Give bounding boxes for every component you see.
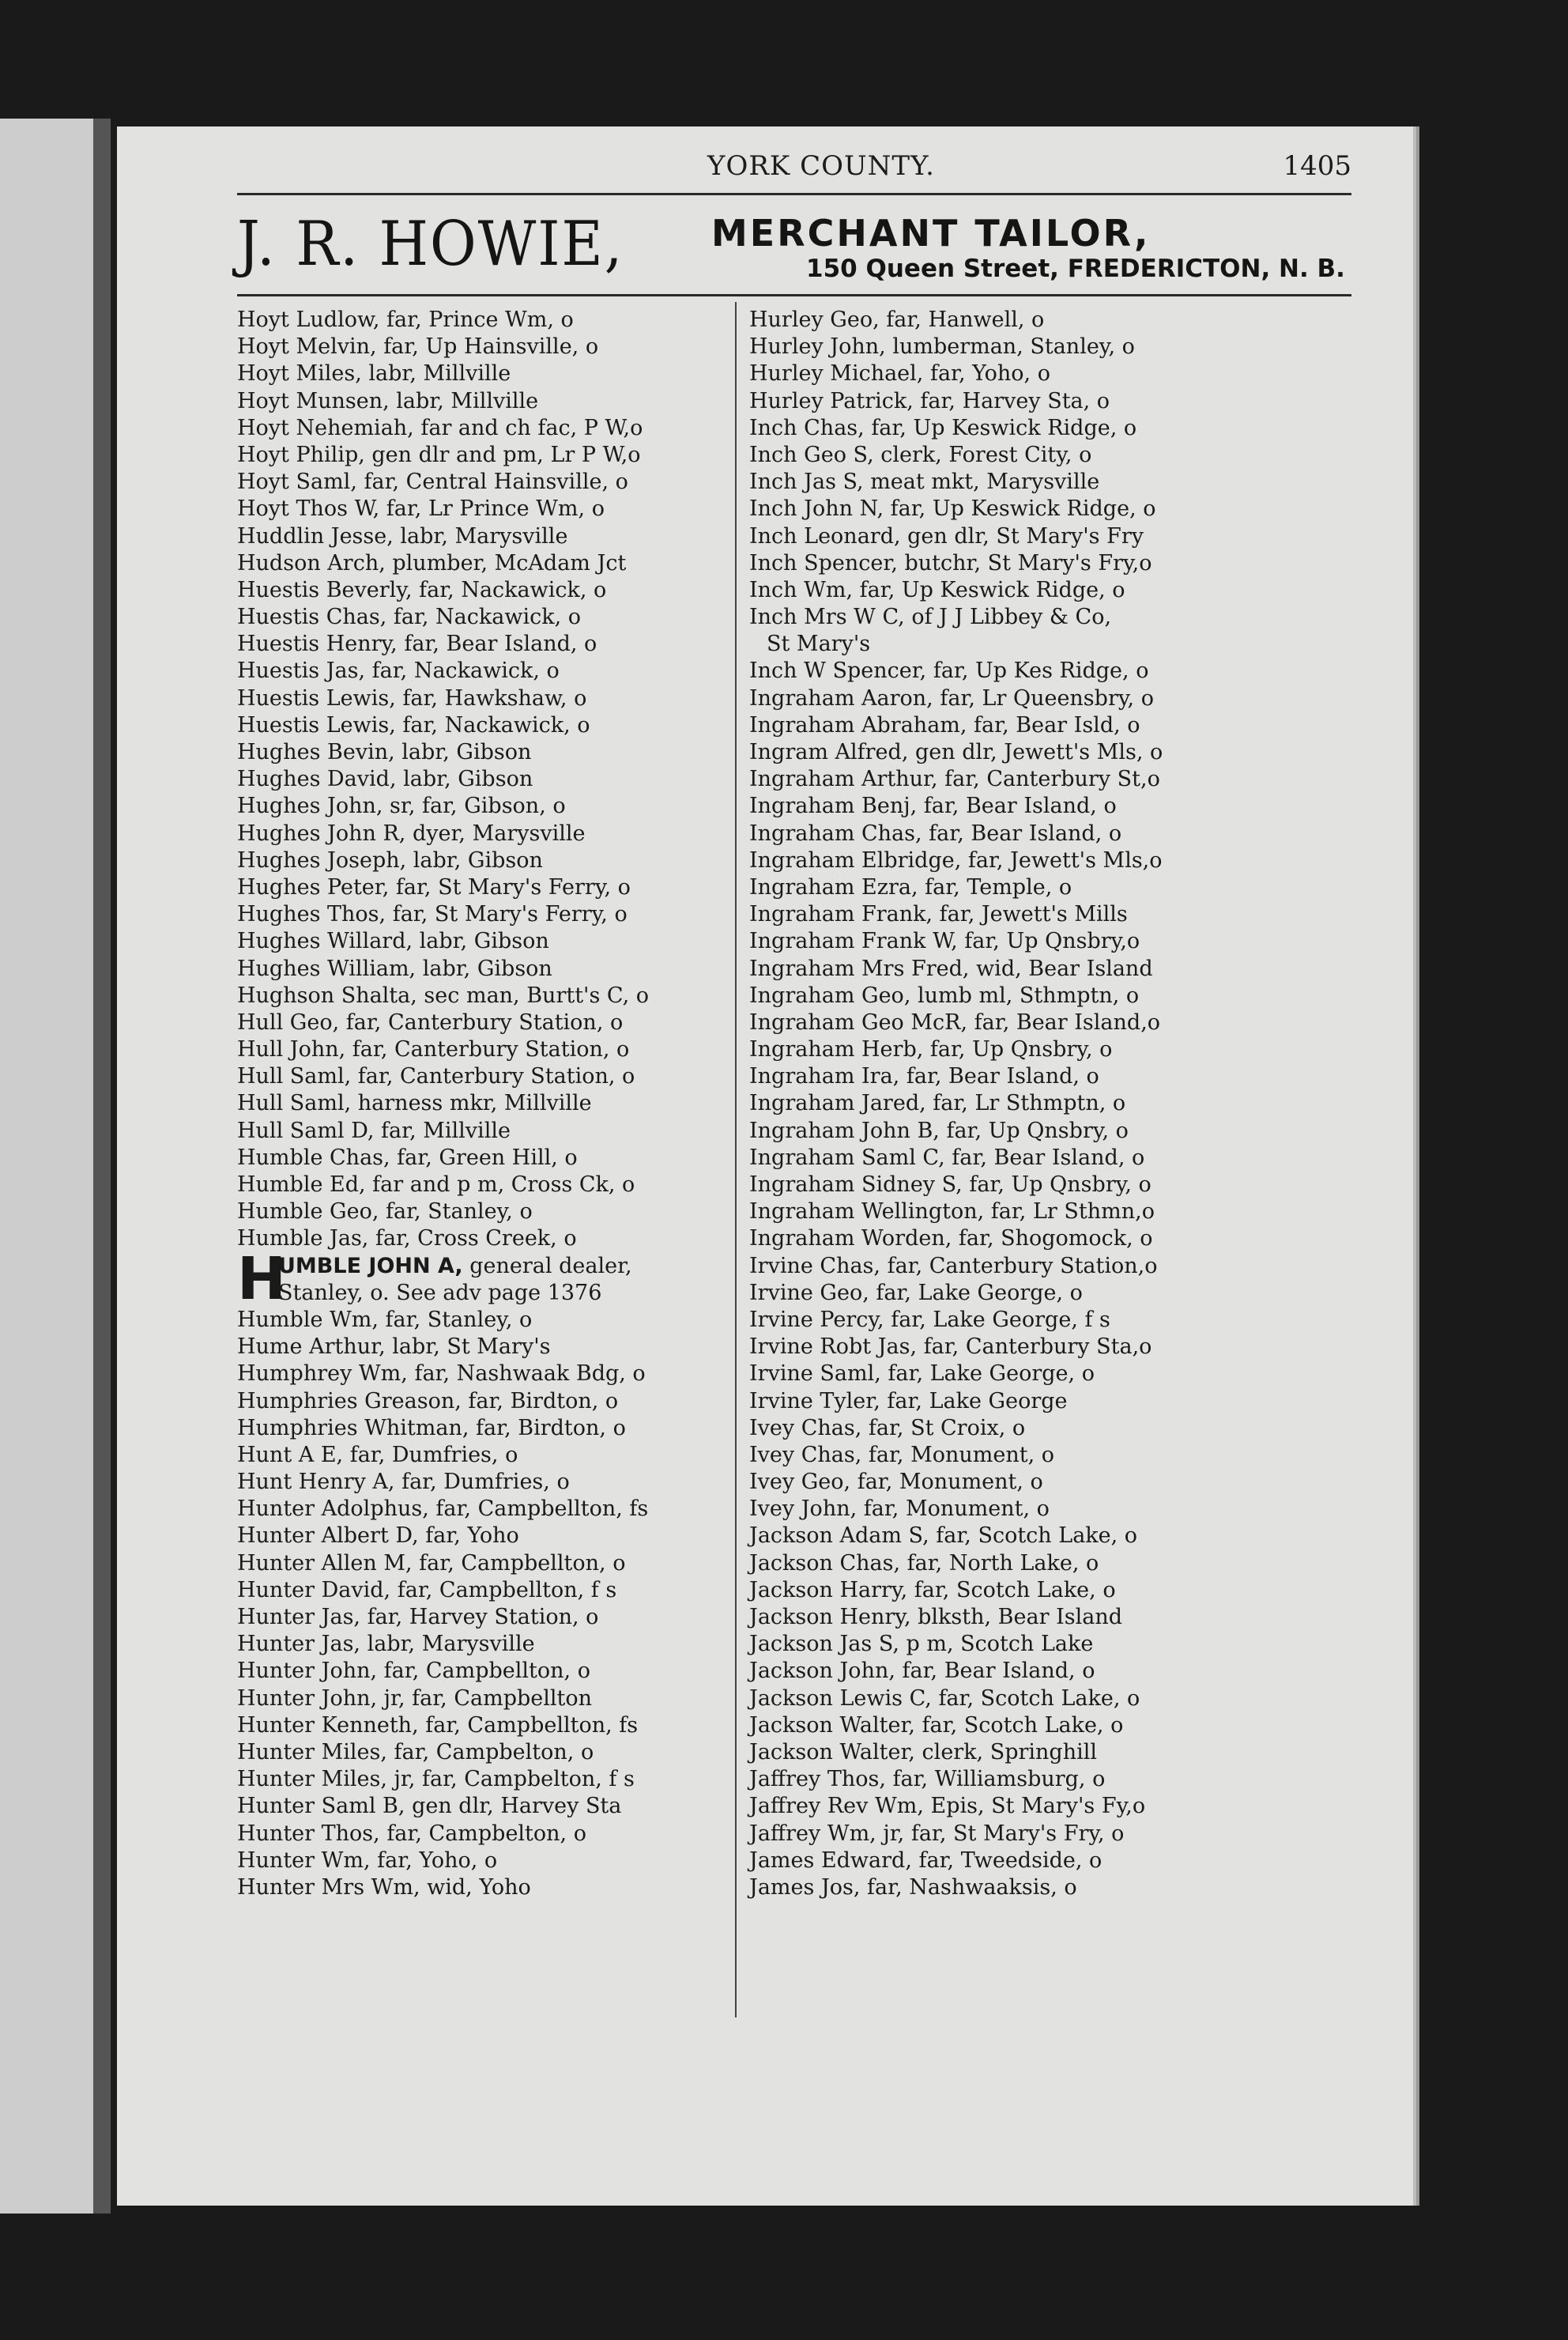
directory-entry: James Jos, far, Nashwaaksis, o	[749, 1874, 1077, 1900]
directory-entry: Jackson Chas, far, North Lake, o	[749, 1550, 1099, 1576]
directory-entry: Ivey Geo, far, Monument, o	[749, 1470, 1043, 1495]
directory-entry: Hunter Thos, far, Campbelton, o	[237, 1821, 586, 1846]
directory-entry: Jaffrey Rev Wm, Epis, St Mary's Fy,o	[749, 1794, 1146, 1819]
directory-entry: Inch Mrs W C, of J J Libbey & Co,	[749, 605, 1112, 630]
directory-entry: Hunter John, far, Campbellton, o	[237, 1659, 590, 1684]
directory-entry: Ingraham Saml C, far, Bear Island, o	[749, 1145, 1145, 1170]
directory-entry: Ingraham Sidney S, far, Up Qnsbry, o	[749, 1172, 1152, 1197]
directory-entry: Hull Saml D, far, Millville	[237, 1118, 511, 1143]
banner-rule	[237, 294, 1351, 296]
directory-entry: Ingraham Ezra, far, Temple, o	[749, 874, 1072, 900]
directory-entry: Hughes Thos, far, St Mary's Ferry, o	[237, 902, 628, 927]
directory-entry: Hoyt Miles, labr, Millville	[237, 361, 511, 387]
directory-entry: Irvine Robt Jas, far, Canterbury Sta,o	[749, 1334, 1152, 1360]
directory-entry: Inch Spencer, butchr, St Mary's Fry,o	[749, 550, 1152, 576]
directory-entry: Jackson John, far, Bear Island, o	[749, 1659, 1095, 1684]
directory-entry: Hughes Peter, far, St Mary's Ferry, o	[237, 874, 631, 900]
directory-entry: Inch Chas, far, Up Keswick Ridge, o	[749, 415, 1137, 440]
directory-entry: Hunter Wm, far, Yoho, o	[237, 1847, 498, 1873]
directory-entry: Humble Wm, far, Stanley, o	[237, 1307, 533, 1332]
directory-entry: Hughes John R, dyer, Marysville	[237, 821, 586, 846]
directory-entry: Hull John, far, Canterbury Station, o	[237, 1037, 630, 1062]
directory-entry: Irvine Chas, far, Canterbury Station,o	[749, 1253, 1158, 1278]
directory-entry: Irvine Tyler, far, Lake George	[749, 1388, 1068, 1413]
advertiser-name: J. R. HOWIE,	[237, 209, 624, 280]
directory-entry: Ingraham Elbridge, far, Jewett's Mls,o	[749, 847, 1163, 873]
directory-entry: St Mary's	[767, 632, 871, 657]
directory-entry: Humble Geo, far, Stanley, o	[237, 1199, 533, 1225]
directory-entry: Huestis Lewis, far, Hawkshaw, o	[237, 685, 587, 711]
right-column	[749, 307, 1255, 1901]
humble-name: UMBLE JOHN A,	[278, 1253, 463, 1278]
advertisement-banner	[237, 198, 1351, 292]
directory-entry: Hurley John, lumberman, Stanley, o	[749, 334, 1135, 360]
directory-entry: Hunt A E, far, Dumfries, o	[237, 1442, 518, 1467]
directory-entry: Huddlin Jesse, labr, Marysville	[237, 523, 568, 549]
directory-entry: Ingraham Benj, far, Bear Island, o	[749, 794, 1117, 819]
directory-entry: Ingraham Frank W, far, Up Qnsbry,o	[749, 929, 1140, 954]
directory-entry: Irvine Percy, far, Lake George, f s	[749, 1307, 1110, 1332]
humble-rest: general dealer,	[469, 1253, 632, 1278]
directory-entry: Hoyt Melvin, far, Up Hainsville, o	[237, 334, 599, 360]
directory-entry: Hughes Joseph, labr, Gibson	[237, 847, 543, 873]
directory-entry: Hunter John, jr, far, Campbellton	[237, 1685, 593, 1711]
directory-entry: Hurley Geo, far, Hanwell, o	[749, 308, 1045, 332]
directory-entry: Ivey Chas, far, Monument, o	[749, 1442, 1055, 1467]
directory-entry: Humble Jas, far, Cross Creek, o	[237, 1226, 577, 1251]
directory-entry: Hull Saml, far, Canterbury Station, o	[237, 1064, 635, 1089]
directory-entry: Inch W Spencer, far, Up Kes Ridge, o	[749, 659, 1149, 684]
directory-entry: Hunter Mrs Wm, wid, Yoho	[237, 1874, 531, 1900]
directory-entry: Ingraham Herb, far, Up Qnsbry, o	[749, 1037, 1113, 1062]
directory-entry: Humphries Whitman, far, Birdton, o	[237, 1415, 626, 1440]
directory-entry: Jackson Jas S, p m, Scotch Lake	[749, 1632, 1094, 1657]
directory-entry: Hudson Arch, plumber, McAdam Jct	[237, 550, 627, 576]
directory-entry: Humphries Greason, far, Birdton, o	[237, 1388, 619, 1413]
directory-entry: Hume Arthur, labr, St Mary's	[237, 1334, 551, 1360]
directory-entry: Ingraham John B, far, Up Qnsbry, o	[749, 1118, 1129, 1143]
directory-entry: Hunter David, far, Campbellton, f s	[237, 1577, 617, 1602]
directory-entry: Hoyt Philip, gen dlr and pm, Lr P W,o	[237, 442, 641, 467]
directory-entry: Hunter Jas, far, Harvey Station, o	[237, 1605, 599, 1630]
header-rule	[237, 193, 1351, 195]
right-entries	[749, 307, 1255, 1901]
directory-entry: Hughes John, sr, far, Gibson, o	[237, 794, 566, 819]
county-title: YORK COUNTY.	[707, 150, 935, 182]
directory-entry: Hull Saml, harness mkr, Millville	[237, 1091, 592, 1116]
directory-entry: Jackson Lewis C, far, Scotch Lake, o	[749, 1685, 1140, 1711]
humble-line-2: Stanley, o. See adv page 1376	[278, 1280, 602, 1305]
drop-cap: H	[237, 1244, 286, 1313]
directory-entry: Ivey John, far, Monument, o	[749, 1496, 1050, 1522]
directory-entry: Hughes David, labr, Gibson	[237, 767, 533, 792]
left-column	[237, 307, 743, 1901]
column-divider	[735, 302, 737, 2017]
directory-entry: Ingraham Worden, far, Shogomock, o	[749, 1226, 1153, 1251]
page-number: 1405	[1283, 150, 1351, 182]
directory-entry: Hunter Jas, labr, Marysville	[237, 1632, 535, 1657]
directory-entry: Hunter Saml B, gen dlr, Harvey Sta	[237, 1794, 622, 1819]
advertiser-trade: MERCHANT TAILOR,	[711, 212, 1151, 255]
directory-entry: Hunter Adolphus, far, Campbellton, fs	[237, 1496, 649, 1522]
directory-entry: Ingraham Geo McR, far, Bear Island,o	[749, 1010, 1161, 1035]
directory-entry: Hurley Michael, far, Yoho, o	[749, 361, 1050, 387]
directory-entry: Hoyt Munsen, labr, Millville	[237, 388, 539, 413]
directory-entry: Huestis Beverly, far, Nackawick, o	[237, 577, 607, 602]
directory-entry: Jackson Henry, blksth, Bear Island	[749, 1605, 1123, 1629]
directory-entry: Ingraham Aaron, far, Lr Queensbry, o	[749, 685, 1154, 711]
directory-entry: Jackson Walter, clerk, Springhill	[749, 1739, 1098, 1764]
directory-entry: Ingraham Arthur, far, Canterbury St,o	[749, 767, 1160, 792]
directory-entry: Hunter Miles, far, Campbelton, o	[237, 1739, 594, 1764]
book-spine	[93, 119, 111, 2214]
directory-entry: Huestis Lewis, far, Nackawick, o	[237, 712, 590, 738]
directory-entry: Inch Wm, far, Up Keswick Ridge, o	[749, 577, 1125, 602]
advertiser-address: 150 Queen Street, FREDERICTON, N. B.	[806, 255, 1345, 283]
directory-entry: Humble Ed, far and p m, Cross Ck, o	[237, 1172, 635, 1197]
directory-entry: Inch Geo S, clerk, Forest City, o	[749, 442, 1092, 467]
directory-entry: Jackson Walter, far, Scotch Lake, o	[749, 1712, 1124, 1738]
directory-entry: Hughes Willard, labr, Gibson	[237, 929, 549, 954]
directory-entry: Hunt Henry A, far, Dumfries, o	[237, 1470, 570, 1495]
directory-entry: Huestis Chas, far, Nackawick, o	[237, 605, 582, 630]
directory-entry: Irvine Geo, far, Lake George, o	[749, 1280, 1083, 1305]
directory-entry: Humble Chas, far, Green Hill, o	[237, 1145, 578, 1170]
directory-entry: Hughson Shalta, sec man, Burtt's C, o	[237, 983, 650, 1008]
directory-entry: Jaffrey Thos, far, Williamsburg, o	[749, 1767, 1106, 1792]
directory-entry: Hunter Miles, jr, far, Campbelton, f s	[237, 1767, 635, 1792]
directory-entry: Ingram Alfred, gen dlr, Jewett's Mls, o	[749, 740, 1163, 764]
directory-entry: Ingraham Abraham, far, Bear Isld, o	[749, 712, 1140, 738]
running-header	[237, 150, 1351, 185]
directory-entry: Jackson Harry, far, Scotch Lake, o	[749, 1577, 1116, 1602]
directory-entry: Ingraham Geo, lumb ml, Sthmptn, o	[749, 983, 1140, 1008]
directory-entry: Ingraham Jared, far, Lr Sthmptn, o	[749, 1091, 1126, 1116]
directory-entry: Irvine Saml, far, Lake George, o	[749, 1361, 1095, 1387]
left-entries	[237, 307, 743, 1253]
directory-entry: Hunter Kenneth, far, Campbellton, fs	[237, 1712, 639, 1738]
directory-entry: Hoyt Thos W, far, Lr Prince Wm, o	[237, 496, 605, 522]
directory-entry: Ingraham Wellington, far, Lr Sthmn,o	[749, 1199, 1155, 1225]
directory-entry: Hughes Bevin, labr, Gibson	[237, 740, 532, 764]
directory-entry: Huestis Henry, far, Bear Island, o	[237, 632, 597, 657]
left-entries-after	[237, 1307, 743, 1901]
directory-entry: Hughes William, labr, Gibson	[237, 956, 552, 981]
directory-entry: Ivey Chas, far, St Croix, o	[749, 1415, 1026, 1440]
directory-entry: Humphrey Wm, far, Nashwaak Bdg, o	[237, 1361, 646, 1387]
directory-entry: Ingraham Mrs Fred, wid, Bear Island	[749, 956, 1153, 981]
directory-entry: Hunter Albert D, far, Yoho	[237, 1523, 519, 1549]
directory-entry: Ingraham Ira, far, Bear Island, o	[749, 1064, 1099, 1089]
directory-entry: Hunter Allen M, far, Campbellton, o	[237, 1550, 626, 1576]
directory-entry: Huestis Jas, far, Nackawick, o	[237, 659, 560, 684]
directory-entry: Inch John N, far, Up Keswick Ridge, o	[749, 496, 1156, 522]
directory-entry: Hoyt Nehemiah, far and ch fac, P W,o	[237, 415, 643, 440]
directory-entry: James Edward, far, Tweedside, o	[749, 1847, 1102, 1873]
directory-entry: Hoyt Saml, far, Central Hainsville, o	[237, 470, 628, 495]
directory-entry: Ingraham Frank, far, Jewett's Mills	[749, 902, 1128, 927]
directory-entry: Ingraham Chas, far, Bear Island, o	[749, 821, 1122, 846]
humble-line-1	[278, 1253, 632, 1280]
directory-entry: Hurley Patrick, far, Harvey Sta, o	[749, 388, 1110, 413]
directory-entry: Hoyt Ludlow, far, Prince Wm, o	[237, 308, 574, 332]
directory-entry: Hull Geo, far, Canterbury Station, o	[237, 1010, 624, 1035]
humble-john-listing	[237, 1244, 743, 1313]
directory-entry: Jaffrey Wm, jr, far, St Mary's Fry, o	[749, 1821, 1125, 1846]
directory-entry: Inch Jas S, meat mkt, Marysville	[749, 470, 1100, 495]
directory-entry: Jackson Adam S, far, Scotch Lake, o	[749, 1523, 1138, 1549]
directory-entry: Inch Leonard, gen dlr, St Mary's Fry	[749, 523, 1144, 549]
